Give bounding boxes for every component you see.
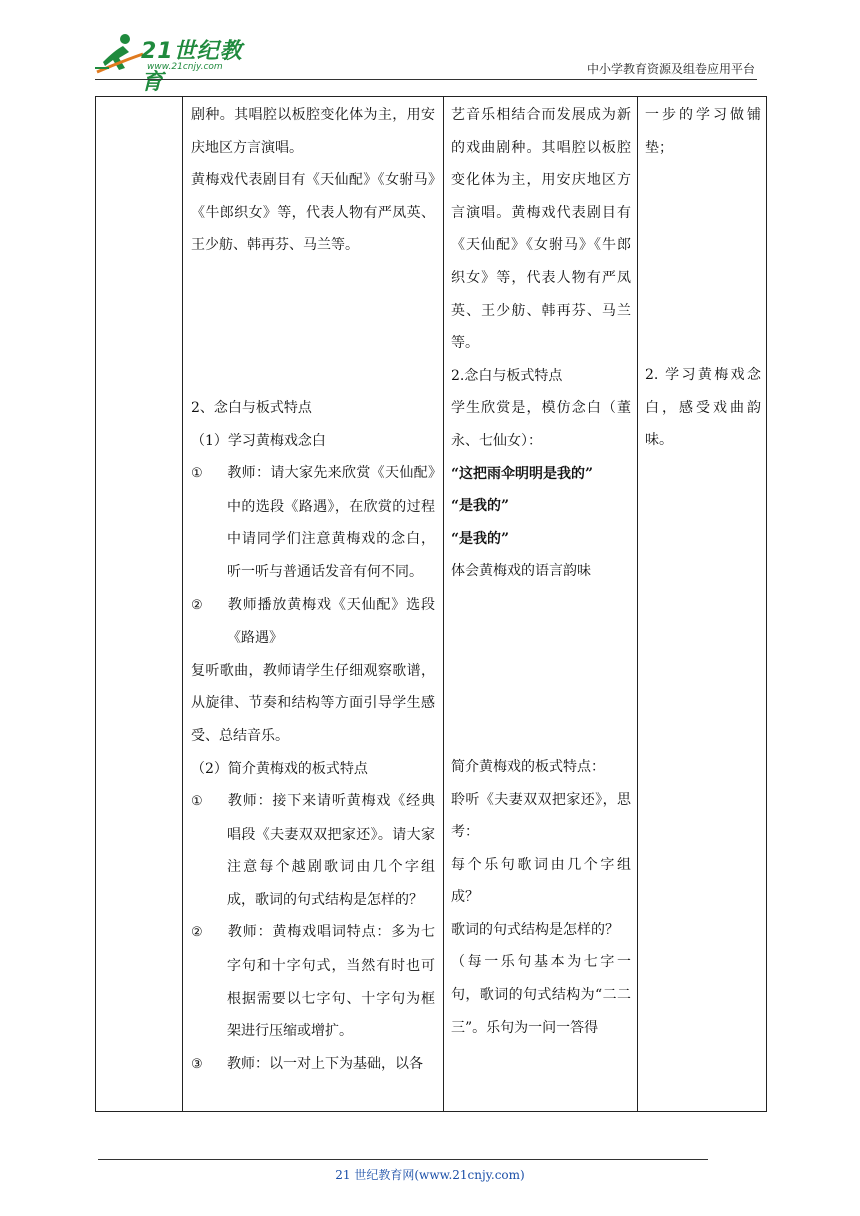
paragraph: 黄梅戏代表剧目有《天仙配》《女驸马》《牛郎织女》等，代表人物有严凤英、王少舫、韩再芬、马兰等。 xyxy=(191,172,435,254)
page-header xyxy=(95,28,755,95)
paragraph: 一步的学习做铺垫； xyxy=(645,107,761,156)
spacer xyxy=(451,588,631,751)
numbered-item xyxy=(191,589,435,655)
numbered-item xyxy=(191,916,435,1047)
numbered-item xyxy=(191,457,435,588)
paragraph: （每一乐句基本为七字一句，歌词的句式结构为“二二三”。乐句为一问一答得 xyxy=(451,954,631,1036)
teacher-activity-cell xyxy=(191,99,435,1081)
header-divider xyxy=(95,79,757,80)
paragraph: 剧种。其唱腔以板腔变化体为主，用安庆地区方言演唱。 xyxy=(191,107,435,156)
paragraph: 每个乐句歌词由几个字组成？ xyxy=(451,856,631,906)
lesson-table xyxy=(95,96,767,1112)
column-divider-2 xyxy=(443,97,444,1111)
quote-line: “是我的” xyxy=(451,498,510,515)
logo-text: 21世纪教育 xyxy=(141,39,243,95)
item-text: 教师：黄梅戏唱词特点：多为七字句和十字句式，当然有时也可根据需要以七字句、十字句为框架进行压缩或增扩。 xyxy=(227,924,435,1040)
footer-divider xyxy=(98,1159,708,1160)
paragraph: 学生欣赏是，模仿念白（董永、七仙女）： xyxy=(451,400,631,449)
paragraph: 聆听《夫妻双双把家还》，思考： xyxy=(451,791,631,841)
item-text: 教师播放黄梅戏《天仙配》选段《路遇》 xyxy=(227,596,435,647)
site-logo[interactable] xyxy=(95,32,265,95)
platform-title: 中小学教育资源及组卷应用平台 xyxy=(586,62,755,76)
paragraph: 歌词的句式结构是怎样的？ xyxy=(451,921,619,938)
section-heading: 2、念白与板式特点 xyxy=(191,399,312,416)
section-heading: 简介黄梅戏的板式特点： xyxy=(451,758,605,775)
item-text: 教师：请大家先来欣赏《天仙配》中的选段《路遇》，在欣赏的过程中请同学们注意黄梅戏的念白，听一听与普通话发音有何不同。 xyxy=(227,465,435,580)
student-activity-cell xyxy=(451,99,631,1044)
paragraph: 艺音乐相结合而发展成为新的戏曲剧种。其唱腔以板腔变化体为主，用安庆地区方言演唱。黄梅戏代表剧目有《天仙配》《女驸马》《牛郎织女》等，代表人物有严凤英、王少舫、韩再芬、马兰等。 xyxy=(451,107,631,352)
section-heading: 2.念白与板式特点 xyxy=(451,367,563,384)
paragraph: 复听歌曲，教师请学生仔细观察歌谱，从旋律、节奏和结构等方面引导学生感受、总结音乐。 xyxy=(191,662,435,744)
logo-url: www.21cnjy.com xyxy=(147,62,223,72)
numbered-item xyxy=(191,785,435,916)
item-number: ② xyxy=(191,597,203,613)
design-intent-cell xyxy=(645,99,761,457)
spacer xyxy=(191,262,435,392)
quote-line: “这把雨伞明明是我的” xyxy=(451,465,594,482)
paragraph: 2. 学习黄梅戏念白，感受戏曲韵味。 xyxy=(645,367,761,449)
column-divider-3 xyxy=(637,97,638,1111)
item-text: 教师：以一对上下为基础，以各 xyxy=(227,1055,423,1072)
item-number: ③ xyxy=(191,1056,203,1072)
runner-logo-icon xyxy=(95,32,145,76)
item-number: ② xyxy=(191,925,203,941)
numbered-item xyxy=(191,1048,435,1082)
subsection-heading: （1）学习黄梅戏念白 xyxy=(191,432,326,449)
footer-link[interactable]: 21 世纪教育网(www.21cnjy.com) xyxy=(335,1168,525,1182)
item-number: ① xyxy=(191,466,203,482)
paragraph: 体会黄梅戏的语言韵味 xyxy=(451,563,591,580)
item-text: 教师：接下来请听黄梅戏《经典唱段《夫妻双双把家还》。请大家注意每个越剧歌词由几个字组成，歌词的句式结构是怎样的？ xyxy=(227,793,435,908)
subsection-heading: （2）简介黄梅戏的板式特点 xyxy=(191,760,368,777)
quote-line: “是我的” xyxy=(451,530,510,547)
item-number: ① xyxy=(191,794,203,810)
column-divider-1 xyxy=(182,97,183,1111)
spacer xyxy=(645,164,761,359)
